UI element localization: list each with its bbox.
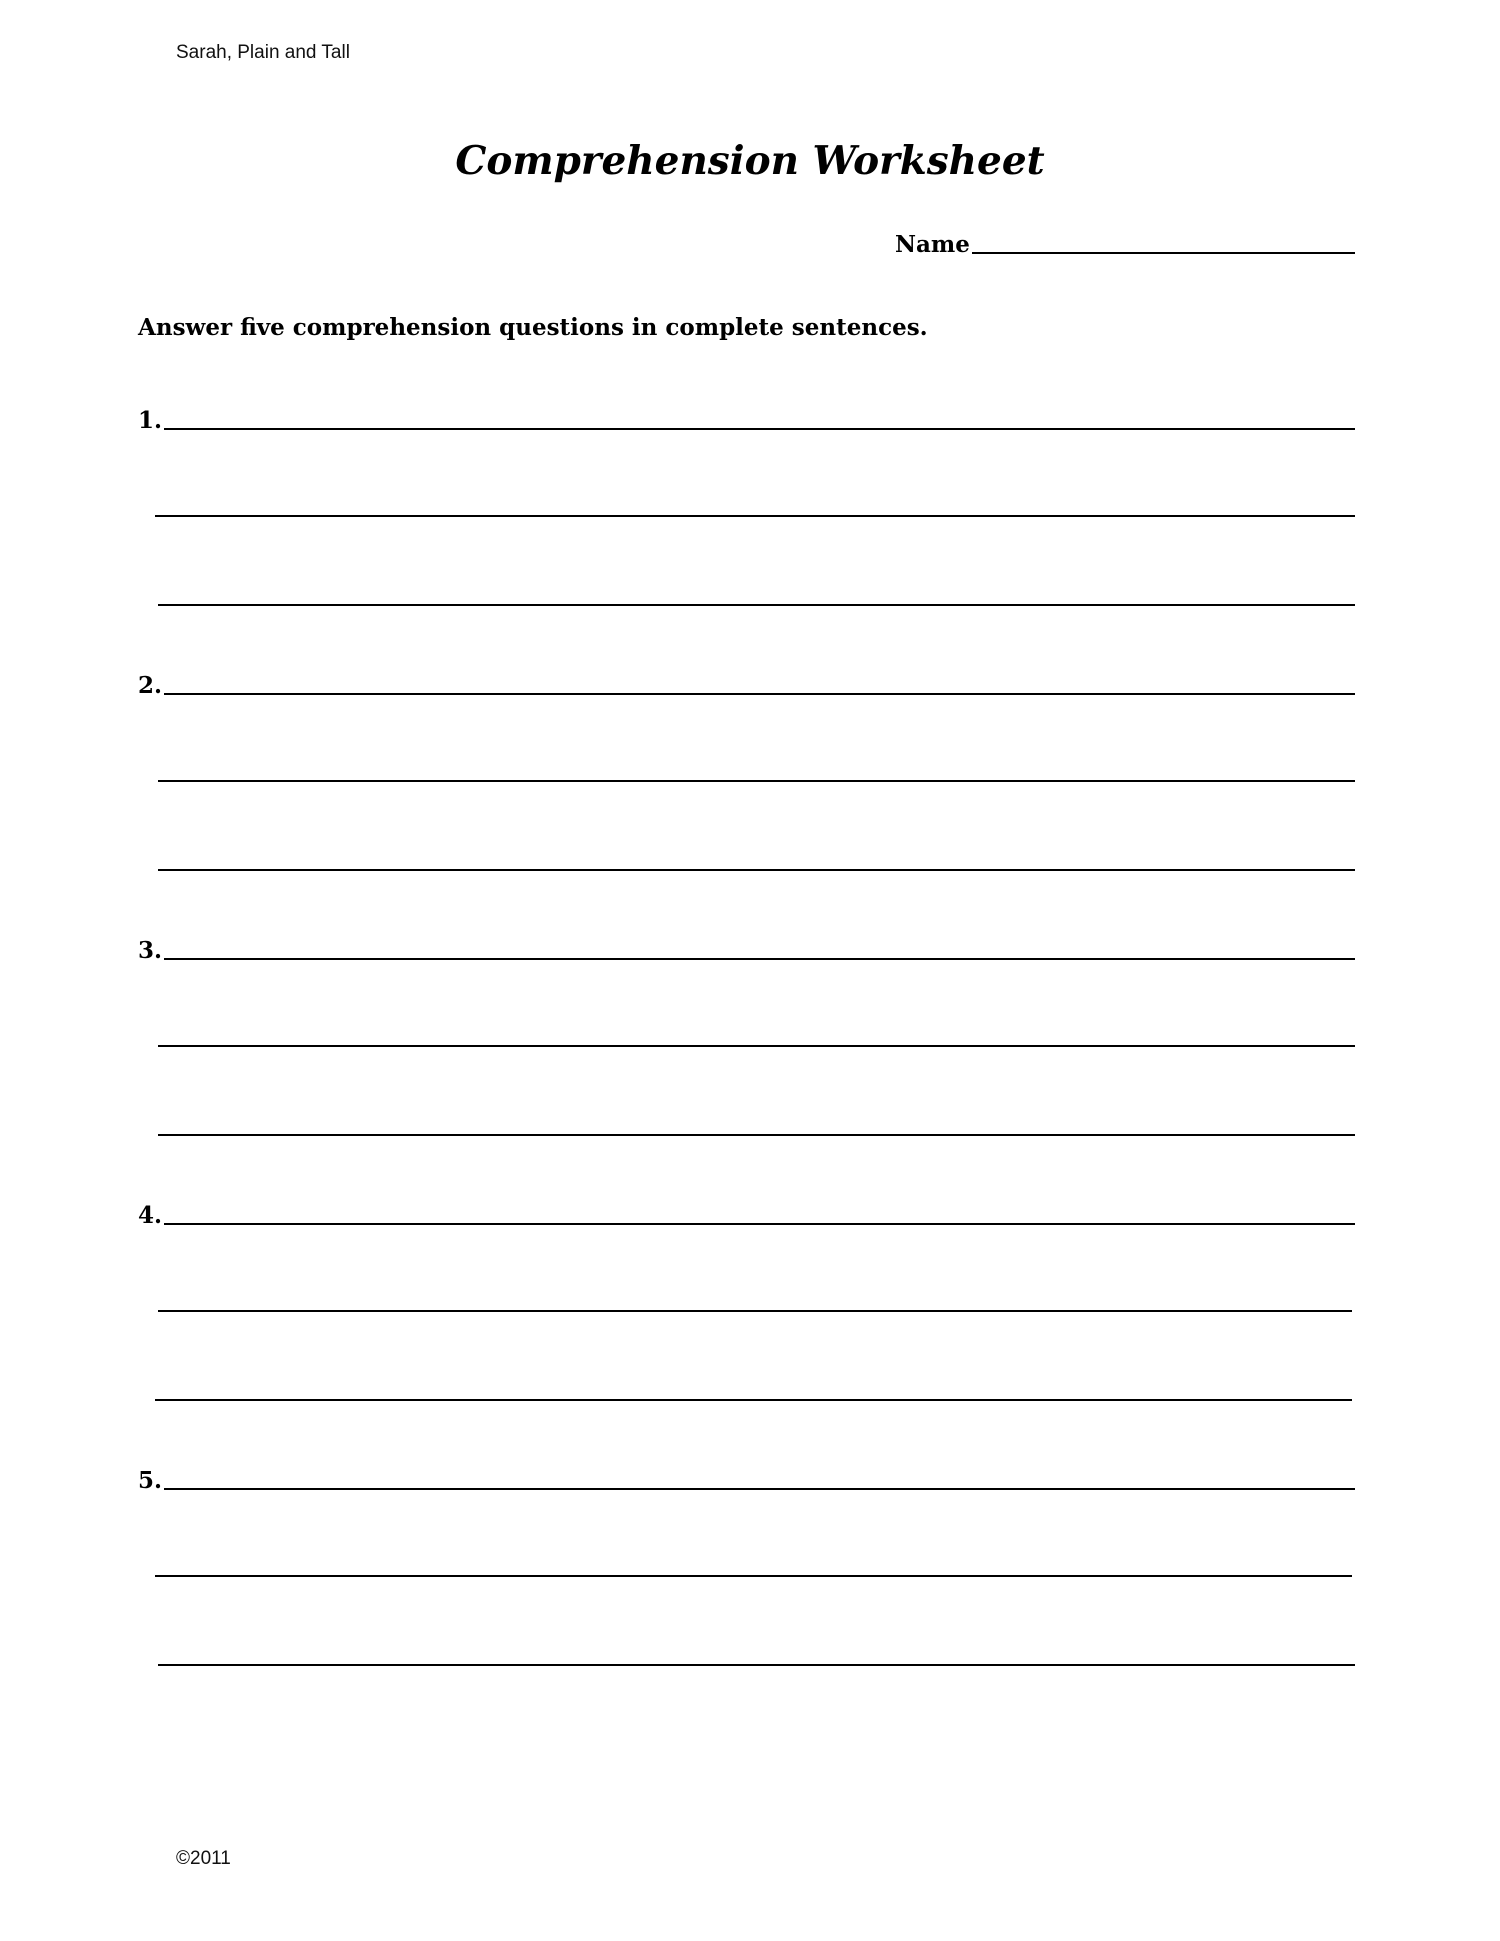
question-1-row[interactable] <box>138 400 1355 432</box>
answer-line[interactable] <box>158 1045 1355 1047</box>
answer-line[interactable] <box>158 1310 1352 1312</box>
answer-line[interactable] <box>164 428 1355 430</box>
question-number: 1. <box>138 407 163 434</box>
question-3-row[interactable] <box>138 930 1355 962</box>
header-book-title: Sarah, Plain and Tall <box>176 42 350 63</box>
answer-line[interactable] <box>155 515 1355 517</box>
question-number: 3. <box>138 937 163 964</box>
instructions-text: Answer five comprehension questions in complete sentences. <box>138 314 928 341</box>
question-number: 4. <box>138 1202 163 1229</box>
footer-copyright: ©2011 <box>176 1848 231 1869</box>
page-title: Comprehension Worksheet <box>455 138 1045 184</box>
answer-line[interactable] <box>155 1575 1352 1577</box>
question-2-row[interactable] <box>138 665 1355 697</box>
answer-line[interactable] <box>164 1488 1355 1490</box>
name-field[interactable] <box>895 224 1355 256</box>
question-number: 2. <box>138 672 163 699</box>
question-5-row[interactable] <box>138 1460 1355 1492</box>
name-label: Name <box>895 231 970 258</box>
answer-line[interactable] <box>158 869 1355 871</box>
answer-line[interactable] <box>164 1223 1355 1225</box>
answer-line[interactable] <box>158 1664 1355 1666</box>
answer-line[interactable] <box>164 958 1355 960</box>
answer-line[interactable] <box>158 1134 1355 1136</box>
name-input-line[interactable] <box>972 252 1355 254</box>
answer-line[interactable] <box>158 780 1355 782</box>
question-number: 5. <box>138 1467 163 1494</box>
answer-line[interactable] <box>164 693 1355 695</box>
answer-line[interactable] <box>155 1399 1352 1401</box>
question-4-row[interactable] <box>138 1195 1355 1227</box>
answer-line[interactable] <box>158 604 1355 606</box>
